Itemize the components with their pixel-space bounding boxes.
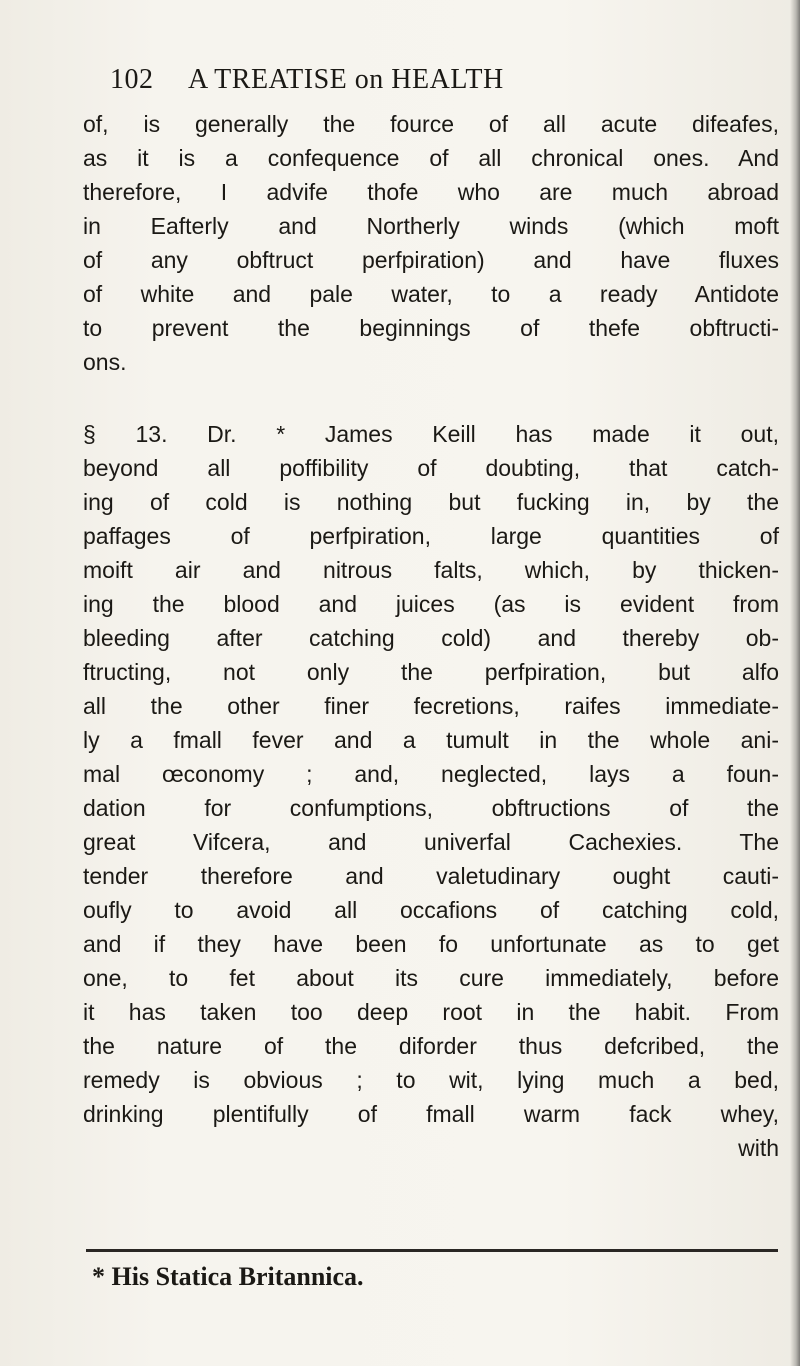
- text-line: of any obftruct perfpiration) and have fluxes: [83, 247, 779, 273]
- text-line: bleeding after catching cold) and thereby ob-: [83, 625, 779, 651]
- text-line: ftructing, not only the perfpiration, but alfo: [83, 659, 779, 685]
- text-line: great Vifcera, and univerfal Cachexies. The: [83, 829, 779, 855]
- running-title: A TREATISE on HEALTH: [188, 64, 504, 95]
- text-line: drinking plentifully of fmall warm fack whey,: [83, 1101, 779, 1127]
- text-line: in Eafterly and Northerly winds (which moft: [83, 213, 779, 239]
- paragraph: [83, 107, 779, 379]
- page-edge-shadow: [790, 0, 800, 1366]
- text-line: paffages of perfpiration, large quantities of: [83, 523, 779, 549]
- catchword: with: [738, 1135, 779, 1161]
- text-line: tender therefore and valetudinary ought cauti-: [83, 863, 779, 889]
- text-line: to prevent the beginnings of thefe obftructi-: [83, 315, 779, 341]
- text-line: the nature of the diforder thus defcribed, the: [83, 1033, 779, 1059]
- text-line: ing of cold is nothing but fucking in, by the: [83, 489, 779, 515]
- text-line: of white and pale water, to a ready Antidote: [83, 281, 779, 307]
- text-line: moift air and nitrous falts, which, by thicken-: [83, 557, 779, 583]
- text-line: beyond all poffibility of doubting, that catch-: [83, 455, 779, 481]
- paragraph-gap: [83, 379, 779, 417]
- text-line: ing the blood and juices (as is evident from: [83, 591, 779, 617]
- text-line: as it is a confequence of all chronical ones. And: [83, 145, 779, 171]
- text-line: therefore, I advife thofe who are much abroad: [83, 179, 779, 205]
- text-line: all the other finer fecretions, raifes immediate-: [83, 693, 779, 719]
- text-line: and if they have been fo unfortunate as to get: [83, 931, 779, 957]
- text-line: oufly to avoid all occafions of catching cold,: [83, 897, 779, 923]
- text-line: one, to fet about its cure immediately, before: [83, 965, 779, 991]
- page-header: [110, 60, 730, 104]
- text-line: it has taken too deep root in the habit. From: [83, 999, 779, 1025]
- page-number: 102: [110, 64, 154, 95]
- text-line: remedy is obvious ; to wit, lying much a bed,: [83, 1067, 779, 1093]
- text-line: § 13. Dr. * James Keill has made it out,: [83, 421, 779, 447]
- text-line: ons.: [83, 349, 127, 375]
- body-text: [83, 107, 779, 1165]
- text-line: ly a fmall fever and a tumult in the whole ani-: [83, 727, 779, 753]
- footnote-divider: [86, 1249, 778, 1252]
- text-line: mal œconomy ; and, neglected, lays a foun-: [83, 761, 779, 787]
- text-line: dation for confumptions, obftructions of the: [83, 795, 779, 821]
- footnote: * His Statica Britannica.: [92, 1262, 364, 1291]
- paragraph: [83, 417, 779, 1165]
- text-line: of, is generally the fource of all acute difeafes,: [83, 111, 779, 137]
